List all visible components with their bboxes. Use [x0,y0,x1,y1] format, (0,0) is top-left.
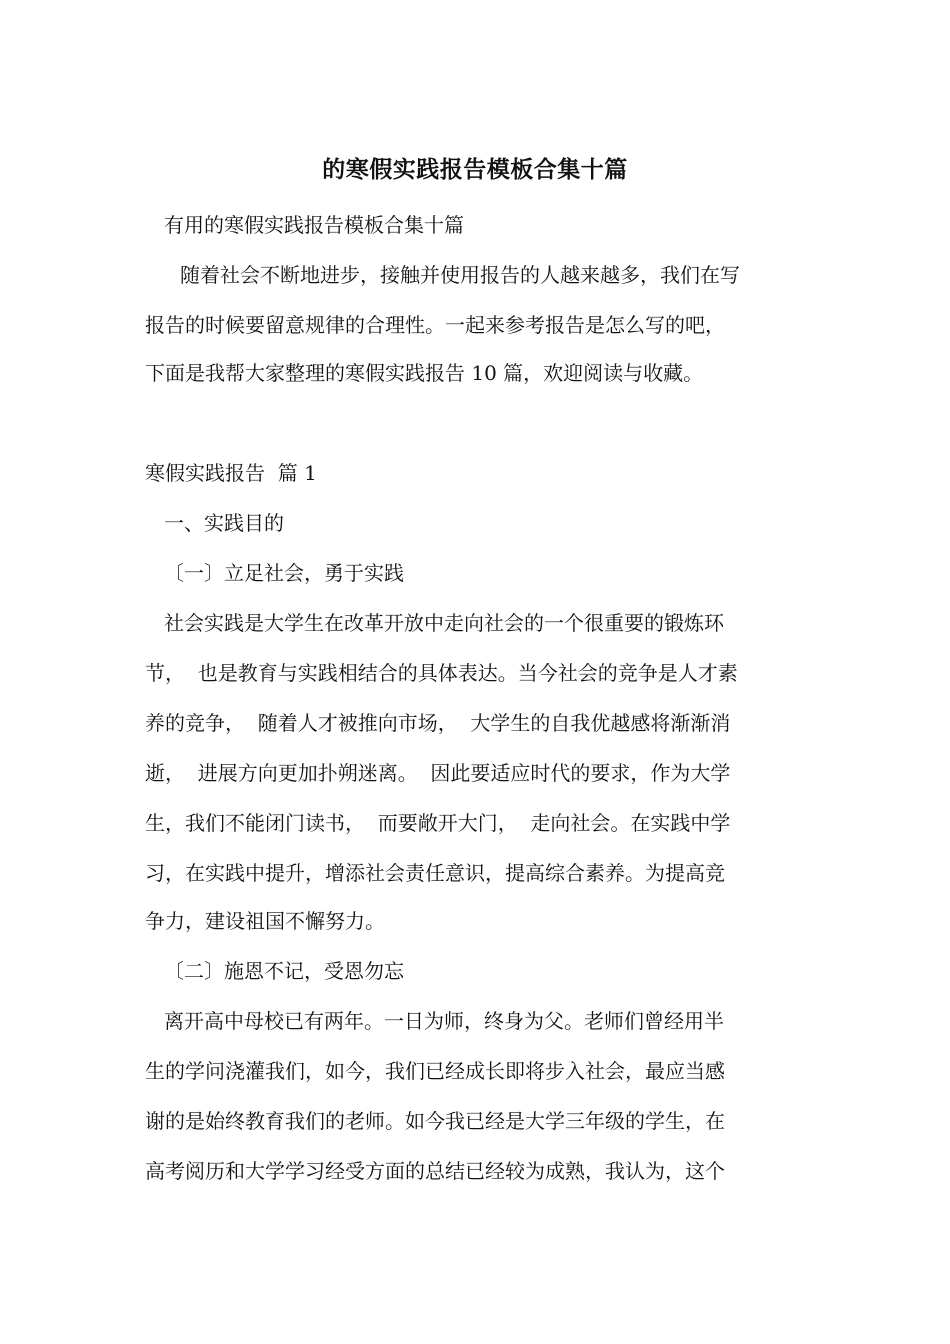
paragraph-2-line-1: 离开高中母校已有两年。一日为师，终身为父。老师们曾经用半 [164,1009,724,1033]
document-title: 的寒假实践报告模板合集十篇 [322,156,628,183]
subsection-heading-2: 〔一〕立足社会，勇于实践 [164,561,404,585]
subtitle-line: 有用的寒假实践报告模板合集十篇 [164,213,464,237]
paragraph-1-line-5: 生，我们不能闭门读书， 而要敞开大门， 走向社会。在实践中学 [145,811,731,835]
subsection-heading-3: 〔二〕施恩不记，受恩勿忘 [164,959,404,983]
paragraph-1-line-2: 节， 也是教育与实践相结合的具体表达。当今社会的竞争是人才素 [145,661,738,685]
paragraph-1-line-7: 争力，建设祖国不懈努力。 [145,909,385,933]
paragraph-1-line-6: 习，在实践中提升，增添社会责任意识，提高综合素养。为提高竞 [145,861,725,885]
paragraph-2-line-3: 谢的是始终教育我们的老师。如今我已经是大学三年级的学生，在 [145,1109,725,1133]
paragraph-2-line-2: 生的学问浇灌我们，如今，我们已经成长即将步入社会，最应当感 [145,1059,725,1083]
intro-line-1: 随着社会不断地进步，接触并使用报告的人越来越多，我们在写 [180,263,740,287]
section-heading: 寒假实践报告 篇 1 [145,461,317,485]
paragraph-2-line-4: 高考阅历和大学学习经受方面的总结已经较为成熟，我认为，这个 [145,1159,725,1183]
paragraph-1-line-1: 社会实践是大学生在改革开放中走向社会的一个很重要的锻炼环 [164,611,724,635]
subsection-heading-1: 一、实践目的 [164,511,284,535]
intro-line-3: 下面是我帮大家整理的寒假实践报告 10 篇，欢迎阅读与收藏。 [145,361,704,385]
paragraph-1-line-3: 养的竞争， 随着人才被推向市场， 大学生的自我优越感将渐渐消 [145,711,731,735]
paragraph-1-line-4: 逝， 进展方向更加扑朔迷离。 因此要适应时代的要求，作为大学 [145,761,731,785]
intro-line-2: 报告的时候要留意规律的合理性。一起来参考报告是怎么写的吧， [145,313,725,337]
